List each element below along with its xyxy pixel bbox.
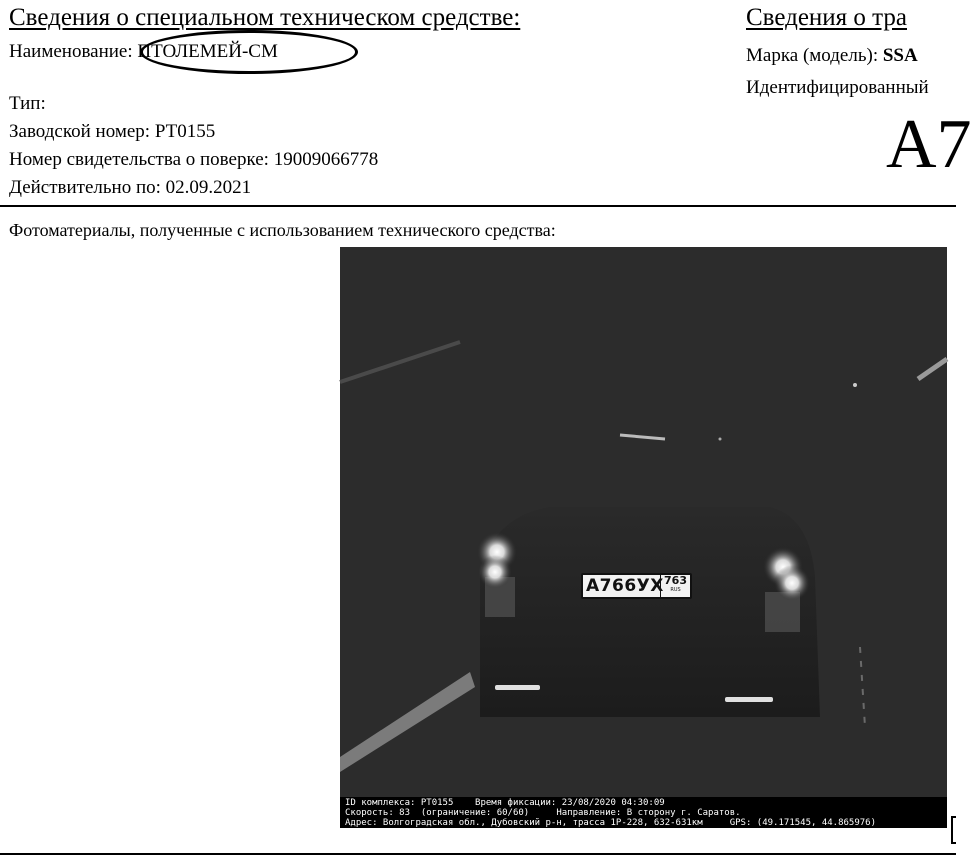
vehicle-info-heading: Сведения о тра — [746, 4, 907, 31]
hand-drawn-circle — [140, 30, 358, 74]
vehicle-brand-line — [746, 42, 918, 70]
device-info-heading: Сведения о специальном техническом средстве: — [9, 4, 521, 31]
vehicle-identified-label: Идентифицированный — [746, 77, 929, 98]
license-plate — [581, 573, 692, 599]
device-serial: Заводской номер: РТ0155 — [9, 121, 216, 142]
vehicle-brand-label: Марка (модель): — [746, 45, 879, 66]
section-divider-bottom — [0, 853, 956, 855]
night-scene — [340, 247, 947, 828]
section-divider-top — [0, 205, 956, 207]
photo-materials-label: Фотоматериалы, полученные с использованием технического средства: — [9, 220, 556, 240]
cropped-frame — [951, 816, 956, 844]
plate-region: 763 — [664, 574, 687, 587]
caption-line: Скорость: 83 (ограничение: 60/60) Направление: В сторону г. Саратов. — [345, 808, 741, 818]
photo-caption — [340, 797, 947, 828]
device-name-value: ПТОЛЕМЕЙ-СМ — [137, 41, 278, 62]
plate-country: RUS — [670, 587, 681, 593]
camera-photo — [340, 247, 947, 828]
caption-line: ID комплекса: PT0155 Время фиксации: 23/08/2020 04:30:09 — [345, 798, 665, 808]
vehicle-brand-value: SSA — [882, 45, 918, 66]
plate-number: А766УХ — [586, 576, 664, 596]
device-name-label: Наименование: — [9, 41, 133, 62]
device-type: Тип: — [9, 93, 46, 114]
vehicle-plate-large: А7 — [886, 106, 972, 183]
caption-line: Адрес: Волгоградская обл., Дубовский р-н, трасса 1Р-228, 632-631км GPS: (49.171545, 44.865976) — [345, 818, 877, 828]
device-certificate: Номер свидетельства о поверке: 19009066778 — [9, 149, 379, 170]
plate-region-box — [660, 575, 690, 597]
device-valid-until: Действительно по: 02.09.2021 — [9, 177, 252, 198]
